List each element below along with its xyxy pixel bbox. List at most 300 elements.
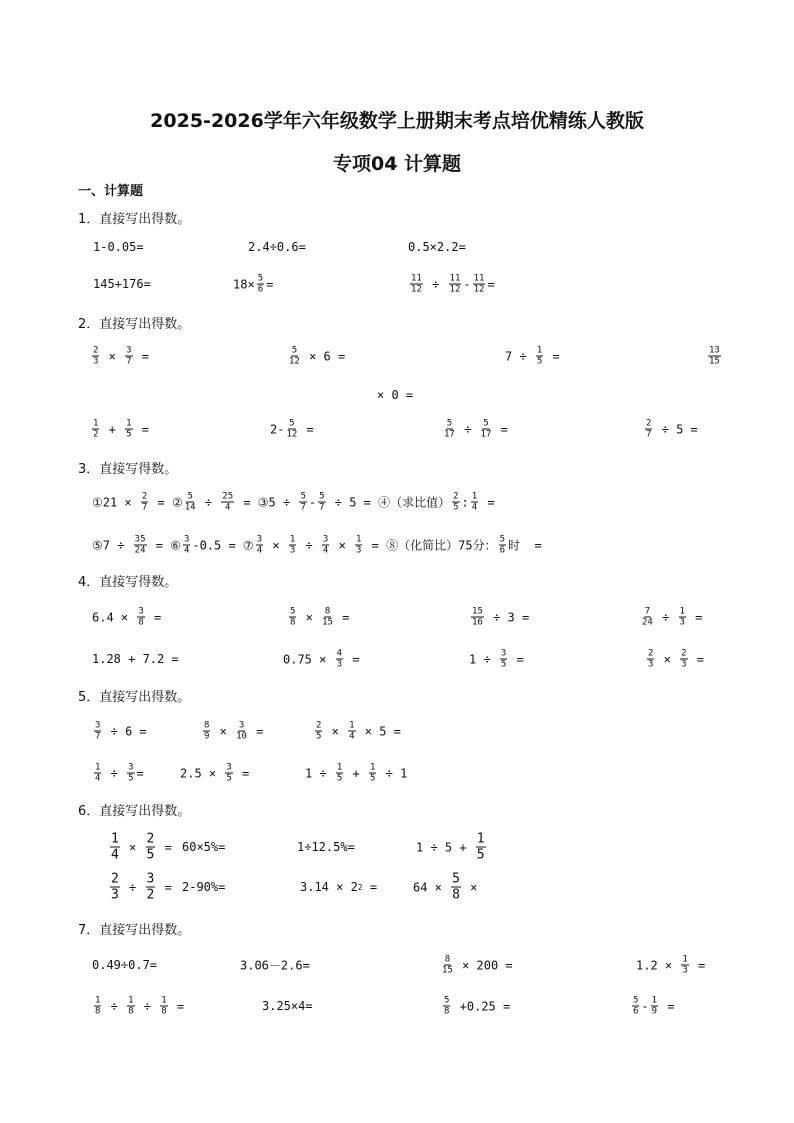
fraction [286,419,297,440]
denominator: 3 [356,545,362,556]
numerator: 1 [471,491,478,502]
denominator: 7 [95,731,101,742]
fraction [127,763,134,784]
expression-item [416,832,488,863]
expression-text: = [690,958,706,972]
numerator: 11 [411,273,422,284]
expression-text: 7 ÷ [505,349,534,363]
expression-item [283,649,359,670]
fraction [500,649,507,670]
expression-text: -0.5 = ⑦ [192,538,254,552]
denominator: 8 [95,1006,101,1017]
expression-item [90,419,149,440]
expression-text: ÷ [103,766,126,780]
fraction [336,763,343,784]
expression-item [92,958,157,972]
numerator: 4 [336,648,342,659]
expression-text: 2- [270,422,285,436]
numerator: 5 [257,273,264,284]
fraction [451,872,461,903]
denominator: 12 [411,284,422,295]
numerator: 1 [126,418,132,429]
fraction [681,955,688,976]
expression-item [408,274,495,295]
expression-text: 6.4 × [92,610,136,624]
numerator: 8 [444,954,451,965]
expression-text: = [169,999,185,1013]
denominator: 5 [128,773,134,784]
expression-item [93,277,151,291]
expression-item [92,996,184,1017]
denominator: 24 [134,545,146,556]
fraction [134,535,147,556]
fraction [322,535,329,556]
numerator: 5 [291,345,298,356]
denominator: 7 [319,502,325,513]
fraction [471,492,478,513]
denominator: 12 [286,429,298,440]
denominator: 2 [146,887,155,903]
expression-text: - [641,999,649,1013]
expression-item [287,346,345,367]
numerator: 1 [679,606,685,617]
denominator: 7 [646,429,652,440]
expression-item [300,880,377,894]
numerator: 1 [128,995,134,1006]
fraction [225,763,232,784]
expression-item [90,346,149,367]
numerator: 1 [682,954,688,965]
fraction [146,872,156,903]
expression-text: = [689,652,704,666]
fraction [476,832,486,863]
denominator: 5 [226,773,232,784]
numerator: 7 [644,606,651,617]
numerator: 1 [289,534,296,545]
expression-text: 2-90%= [182,880,226,894]
expression-item [313,721,401,742]
fraction [410,274,423,295]
expression-text: +0.25 = [452,999,511,1013]
section-heading: 5．直接写出得数。 [78,690,191,705]
denominator: 5 [453,502,459,513]
expression-item [505,346,560,367]
expression-text: × [331,538,354,552]
fraction [651,996,658,1017]
denominator: 8 [138,617,144,628]
expression-text: × [462,880,478,894]
expression-item [201,721,263,742]
expression-text: × [101,349,124,363]
expression-text: ÷ 6 = [103,724,147,738]
numerator: 1 [336,762,343,773]
expression-text: 145+176= [93,277,151,291]
expression-text: = [134,422,149,436]
expression-text: ÷ [456,422,479,436]
fraction [442,955,453,976]
expression-text: ⑤7 ÷ [92,538,132,552]
fraction [94,763,101,784]
expression-text: : [461,495,469,509]
fraction [647,649,654,670]
numerator: 5 [444,995,450,1006]
expression-text: 2.4÷0.6= [248,240,306,254]
expression-item [377,388,413,402]
expression-item [262,999,313,1013]
expression-item [92,607,161,628]
fraction [680,649,687,670]
expression-text: 1.2 × [636,958,680,972]
denominator: 9 [204,731,210,742]
numerator: 5 [319,491,325,502]
expression-text: ÷ [197,495,220,509]
denominator: 3 [648,659,654,670]
expression-item [92,652,179,666]
expression-text: 1 ÷ [305,766,334,780]
expression-text: 64 × [413,880,450,894]
expression-item [645,649,704,670]
numerator: 2 [146,831,155,847]
expression-item [706,346,723,367]
expression-text: = [334,610,350,624]
expression-item [233,274,273,295]
expression-text: × [121,840,144,854]
expression-text: ÷ 5 = [654,422,698,436]
denominator: 5 [336,773,343,784]
fraction [185,492,196,513]
numerator: 1 [356,534,362,545]
numerator: 2 [111,871,119,887]
denominator: 7 [126,356,132,367]
denominator: 12 [449,284,461,295]
numerator: 5 [452,871,460,887]
expression-text: ÷ [298,538,320,552]
numerator: 8 [324,606,331,617]
expression-item [636,955,705,976]
fraction [289,535,296,556]
expression-item [413,872,477,903]
fraction [449,274,462,295]
fraction [632,996,639,1017]
denominator: 3 [289,545,296,556]
numerator: 1 [370,762,376,773]
expression-text: ÷ [136,999,159,1013]
fraction [355,535,362,556]
expression-text: 1÷12.5%= [297,840,355,854]
expression-item [180,763,249,784]
expression-text: 18× [233,277,255,291]
fraction [110,872,120,903]
fraction [125,419,132,440]
expression-text: = ③5 ÷ [236,495,298,509]
expression-item [240,957,310,974]
numerator: 3 [500,648,507,659]
numerator: 2 [681,648,687,659]
numerator: 3 [183,534,190,545]
expression-text: = [146,610,162,624]
numerator: 2 [648,648,654,659]
expression-text: × 0 = [377,388,414,402]
denominator: 6 [257,284,264,295]
fraction [536,346,543,367]
fraction [236,721,247,742]
denominator: 15 [322,617,333,628]
expression-text: × 6 = [301,349,346,363]
section-heading: 1．直接写出得数。 [78,212,191,227]
expression-text: ÷ [121,880,144,894]
numerator: 11 [449,273,461,284]
numerator: 1 [95,762,101,773]
denominator: 3 [681,659,687,670]
denominator: 5 [536,356,543,367]
denominator: 15 [709,356,720,367]
expression-item [92,492,495,513]
denominator: 10 [236,731,247,742]
expression-text: ÷ [424,277,447,291]
fraction [481,419,492,440]
fraction [289,346,300,367]
denominator: 5 [126,429,132,440]
denominator: 8 [452,887,460,903]
expression-item [297,840,355,854]
expression-item [408,240,466,254]
expression-text: = [493,422,508,436]
denominator: 4 [256,545,263,556]
numerator: 3 [128,762,134,773]
expression-item [441,996,510,1017]
numerator: 13 [709,345,720,356]
fraction [645,419,652,440]
fraction [256,535,263,556]
fraction [473,274,486,295]
numerator: 3 [138,606,144,617]
fraction [452,492,459,513]
section-heading: 3．直接写得数。 [78,462,178,477]
expression-text: 时 = [508,538,542,553]
denominator: 9 [651,1006,658,1017]
expression-text: = ⑥ [148,538,181,552]
numerator: 8 [204,720,210,731]
expression-text: = [248,724,264,738]
denominator: 15 [442,965,453,976]
numerator: 35 [134,534,146,545]
denominator: 4 [183,545,190,556]
numerator: 3 [256,534,263,545]
expression-item [92,721,147,742]
fraction [642,607,653,628]
numerator: 3 [126,345,132,356]
expression-text: 3.06－2.6= [240,958,310,973]
expression-text: × [212,724,235,738]
fraction [299,492,306,513]
fraction [92,419,99,440]
denominator: 5 [370,773,376,784]
expression-text: 60×5%= [182,840,226,854]
numerator: 3 [238,720,245,731]
fraction [221,492,234,513]
numerator: 1 [95,995,101,1006]
expression-text: = [545,349,560,363]
fraction [679,607,686,628]
numerator: 3 [322,534,329,545]
fraction [471,607,484,628]
expression-item [630,996,675,1017]
denominator: 4 [322,545,329,556]
expression-text: × [265,538,287,552]
denominator: 17 [480,429,492,440]
expression-text: ÷ 3 = [485,610,530,624]
denominator: 5 [476,847,485,863]
fraction [203,721,210,742]
numerator: 2 [646,418,652,429]
expression-text: + [101,422,124,436]
expression-item [108,872,172,903]
expression-text: 1 ÷ [469,652,498,666]
expression-text: = [134,349,149,363]
expression-item [469,649,524,670]
denominator: 24 [642,617,653,628]
expression-text: = [509,652,524,666]
expression-item [287,607,349,628]
denominator: 12 [473,284,485,295]
expression-text: ÷ [103,999,126,1013]
part-heading: 一、计算题 [78,184,144,199]
expression-text: = [299,422,314,436]
numerator: 1 [536,345,543,356]
fraction [160,996,167,1017]
expression-item [270,419,314,440]
fraction [146,832,156,863]
numerator: 2 [316,720,322,731]
denominator: 12 [289,356,300,367]
numerator: 1 [476,831,485,847]
numerator: 25 [222,491,234,502]
fraction [110,832,120,863]
denominator: 4 [349,731,355,742]
fraction [94,721,101,742]
expression-text: × 200 = [454,958,513,972]
denominator: 2 [93,429,99,440]
exponent: 2 [357,882,363,892]
denominator: 3 [93,356,99,367]
expression-text: 0.75 × [283,652,334,666]
fraction [444,419,455,440]
numerator: 2 [93,345,99,356]
denominator: 8 [161,1006,167,1017]
expression-text: ÷ [654,610,677,624]
expression-item [469,607,529,628]
expression-text: = [157,840,172,854]
expression-text: ÷ 5 = ④（求比值） [327,495,451,510]
fraction [318,492,325,513]
numerator: 2 [141,491,148,502]
expression-text: + [345,766,368,780]
denominator: 3 [111,887,119,903]
denominator: 8 [290,617,296,628]
numerator: 11 [473,273,485,284]
fraction [322,607,333,628]
fraction [336,649,343,670]
expression-text: × [656,652,679,666]
expression-text: 2.5 × [180,766,224,780]
denominator: 16 [472,617,483,628]
denominator: 3 [679,617,685,628]
expression-text: 3.25×4= [262,999,313,1013]
expression-text: = [157,880,172,894]
numerator: 2 [453,491,459,502]
denominator: 5 [316,731,322,742]
expression-item [182,880,225,894]
denominator: 5 [146,847,155,863]
expression-item [182,840,225,854]
fraction [348,721,355,742]
expression-item [93,240,144,254]
expression-text: 1 ÷ 5 + [416,840,474,854]
numerator: 5 [187,491,193,502]
fraction [127,996,134,1017]
numerator: 3 [146,871,155,887]
denominator: 3 [336,659,342,670]
expression-text: = [362,880,378,894]
section-heading: 7．直接写出得数。 [78,923,191,938]
fraction [257,274,264,295]
denominator: 4 [95,773,101,784]
expression-text: ①21 × [92,495,139,509]
expression-text: 3.14 × 2 [300,880,358,894]
section-heading: 6．直接写出得数。 [78,804,191,819]
numerator: 1 [651,995,658,1006]
expression-text: × [324,724,347,738]
document-title: 2025-2026学年六年级数学上册期末考点培优精练人教版 [150,110,644,132]
expression-item [248,240,306,254]
document-subtitle: 专项04 计算题 [332,153,462,175]
expression-text: × [298,610,321,624]
fraction [92,346,99,367]
denominator: 5 [500,659,507,670]
expression-text: = [266,277,274,291]
expression-item [92,535,542,556]
expression-text: 1.28 + 7.2 = [92,652,179,666]
expression-item [108,832,172,863]
numerator: 1 [93,418,99,429]
fraction [289,607,296,628]
fraction [315,721,322,742]
numerator: 5 [633,995,639,1006]
expression-text: - [463,277,471,291]
section-heading: 2．直接写出得数。 [78,317,191,332]
expression-text: 1-0.05= [93,240,144,254]
expression-item [640,607,702,628]
denominator: 14 [184,502,196,513]
denominator: 6 [499,545,505,556]
denominator: 6 [633,1006,639,1017]
denominator: 7 [141,502,148,513]
expression-text: = ⑧（化简比）75分： [364,538,497,553]
expression-item [643,419,698,440]
numerator: 3 [226,762,232,773]
fraction [94,996,101,1017]
numerator: 5 [483,418,489,429]
fraction [125,346,132,367]
fraction [499,535,506,556]
denominator: 8 [444,1006,450,1017]
fraction [137,607,144,628]
fraction [141,492,148,513]
fraction [443,996,450,1017]
numerator: 5 [289,418,295,429]
expression-text: 0.49÷0.7= [92,958,158,972]
numerator: 1 [111,831,119,847]
